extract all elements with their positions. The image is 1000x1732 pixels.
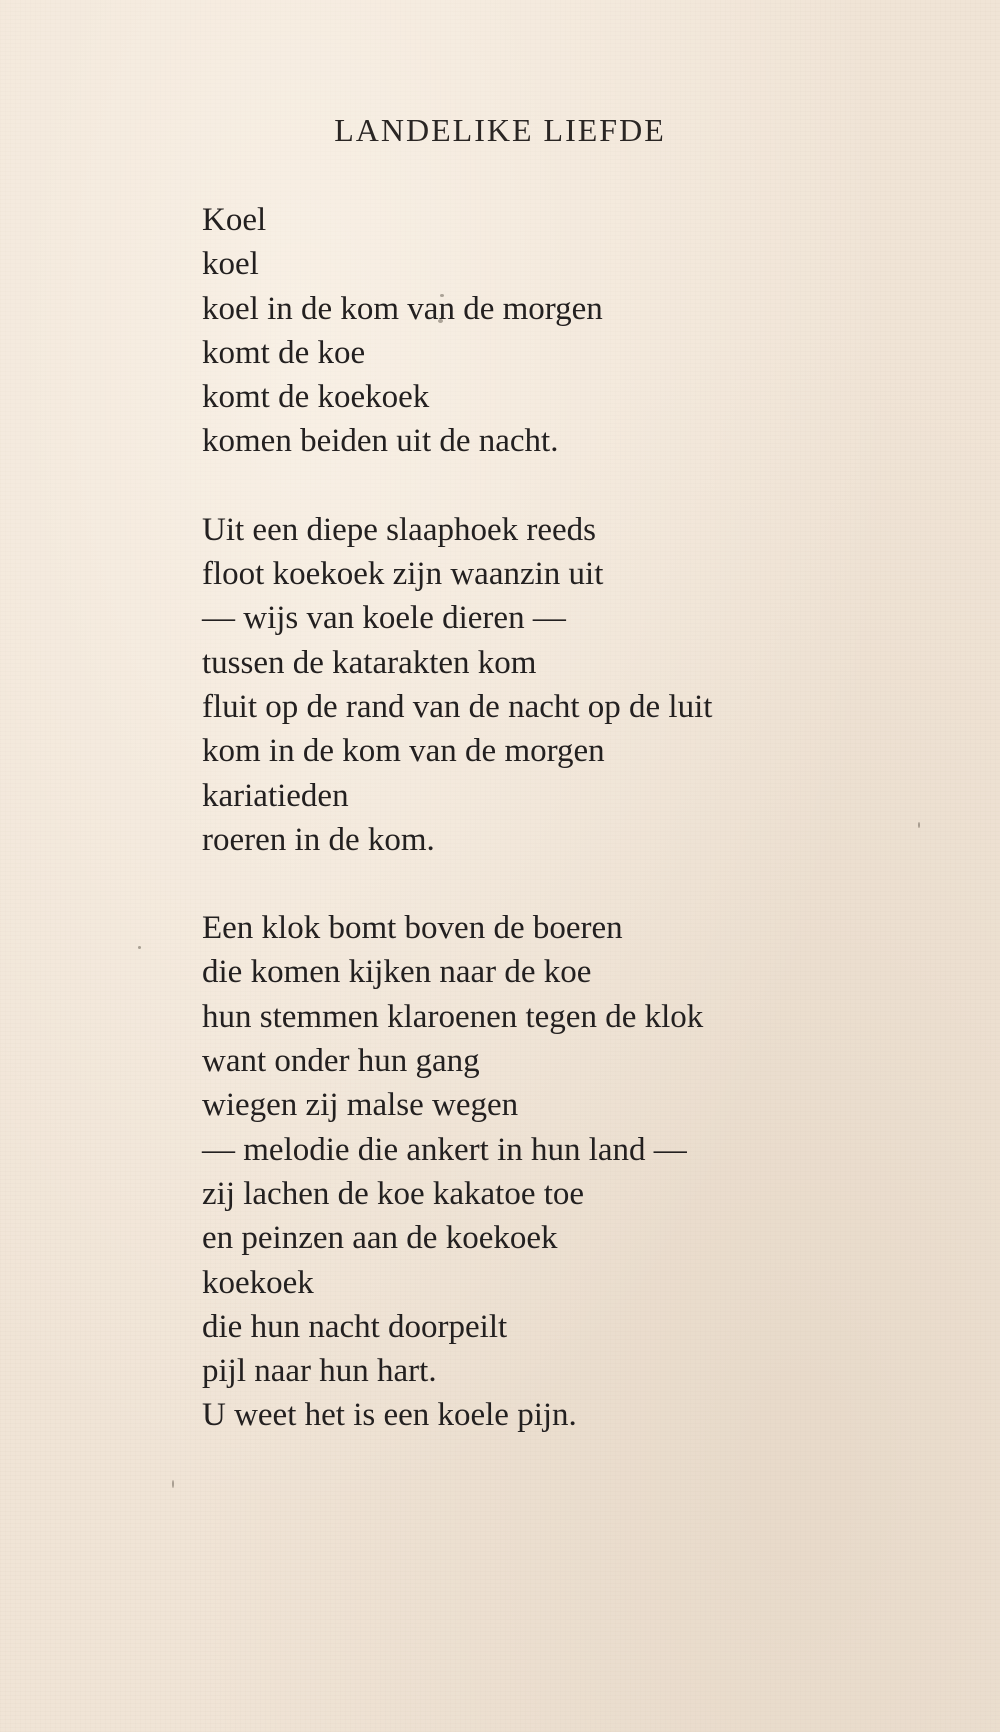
stanza-1	[202, 198, 962, 464]
poem-title: LANDELIKE LIEFDE	[334, 112, 666, 148]
stanza-2	[202, 508, 962, 862]
paper-speck	[172, 1480, 174, 1488]
poem-body	[202, 198, 962, 1482]
poem-line: zij lachen de koe kakatoe toe	[202, 1175, 585, 1212]
poem-line: en peinzen aan de koekoek	[202, 1220, 558, 1257]
poem-line: die komen kijken naar de koe	[202, 954, 592, 991]
poem-line: wiegen zij malse wegen	[202, 1087, 519, 1124]
paper-speck	[440, 294, 444, 297]
poem-line: die hun nacht doorpeilt	[202, 1308, 508, 1345]
poem-line: Koel	[202, 202, 267, 238]
poem-line: Een klok bomt boven de boeren	[202, 910, 623, 947]
poem-line: roeren in de kom.	[202, 821, 435, 858]
poem-line: komt de koekoek	[202, 379, 430, 416]
poem-line: pijl naar hun hart.	[202, 1353, 437, 1390]
poem-line: koel in de kom van de morgen	[202, 290, 603, 327]
poem-line: komt de koe	[202, 334, 366, 371]
poem-line: Uit een diepe slaaphoek reeds	[202, 511, 597, 548]
paper-speck	[138, 946, 141, 949]
poem-line: — wijs van koele dieren —	[202, 600, 566, 637]
poem-line: — melodie die ankert in hun land —	[202, 1131, 687, 1168]
paper-speck	[438, 319, 443, 323]
paper-speck	[918, 822, 920, 828]
poem-line: tussen de katarakten kom	[202, 644, 537, 681]
poem-line: floot koekoek zijn waanzin uit	[202, 556, 604, 593]
poem-line: fluit op de rand van de nacht op de luit	[202, 688, 713, 725]
poem-line: want onder hun gang	[202, 1043, 480, 1080]
stanza-3	[202, 906, 962, 1438]
poem-line: kom in de kom van de morgen	[202, 733, 605, 770]
poem-line: U weet het is een koele pijn.	[202, 1397, 577, 1434]
poem-line: komen beiden uit de nacht.	[202, 423, 559, 460]
poem-line: kariatieden	[202, 777, 349, 814]
poem-line: koel	[202, 246, 259, 283]
poem-line: koekoek	[202, 1264, 314, 1301]
poem-line: hun stemmen klaroenen tegen de klok	[202, 998, 704, 1035]
